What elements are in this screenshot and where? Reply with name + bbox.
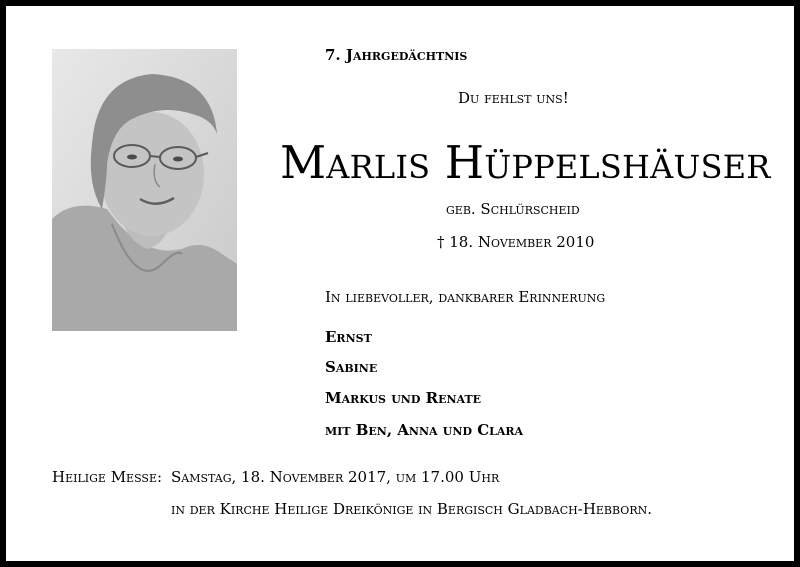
mourner-name: Markus und Renate [325,389,482,407]
death-date: † 18. November 2010 [437,233,595,251]
birth-name: geb. Schlürscheid [446,200,580,218]
missing-line: Du fehlst uns! [458,89,569,107]
portrait-photo [52,49,237,331]
mourner-name: mit Ben, Anna und Clara [325,421,524,439]
memory-line: In liebevoller, dankbarer Erinnerung [325,288,606,306]
anniversary-heading: 7. Jahrgedächtnis [325,46,468,64]
mourner-name: Ernst [325,328,372,346]
deceased-name: Marlis Hüppelshäuser [280,136,771,189]
mass-label: Heilige Messe: [52,468,163,486]
mourner-name: Sabine [325,358,378,376]
mass-date-time: Samstag, 18. November 2017, um 17.00 Uhr [171,468,500,486]
mass-location: in der Kirche Heilige Dreikönige in Bergisch Gladbach-Hebborn. [171,500,652,518]
